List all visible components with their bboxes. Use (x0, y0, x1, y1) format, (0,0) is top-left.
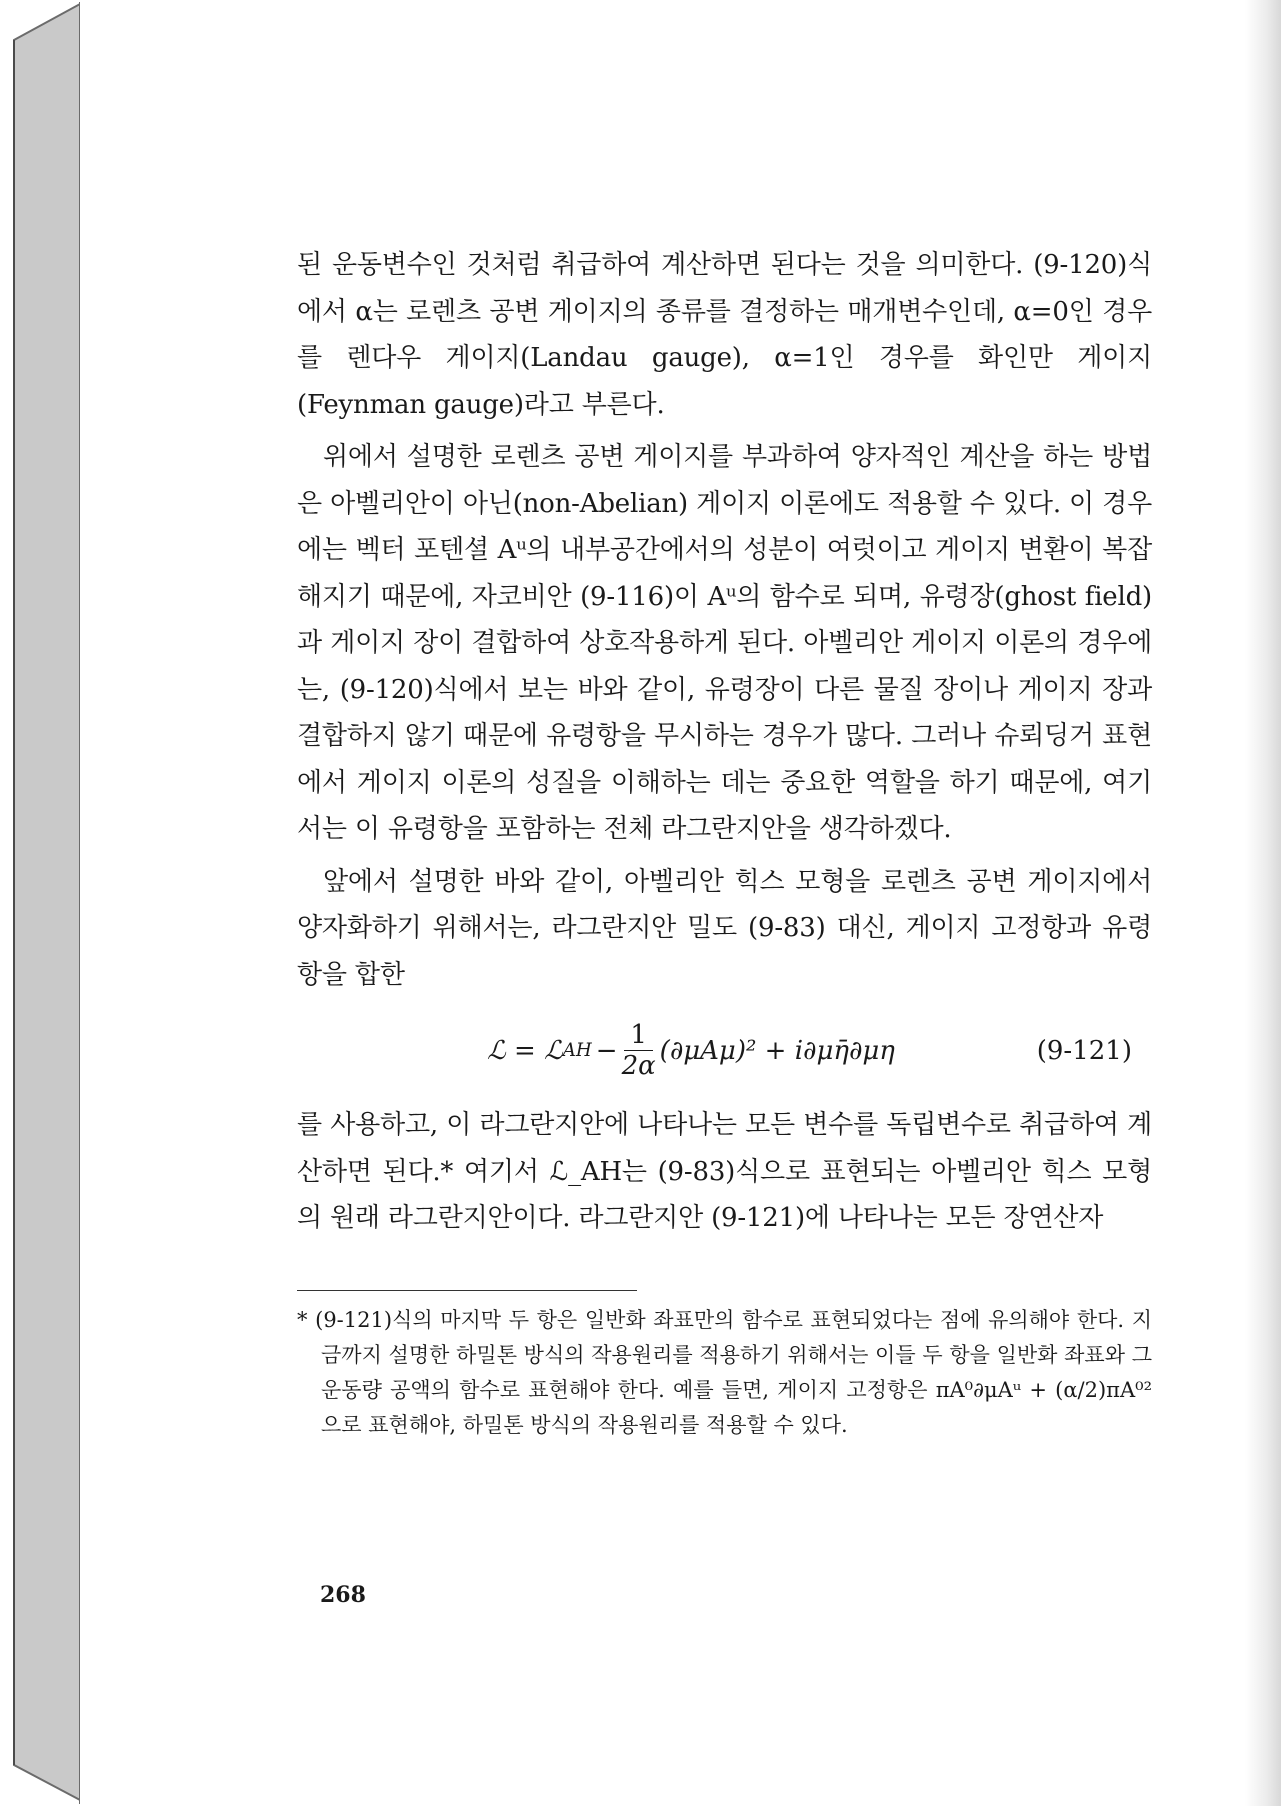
fraction-numerator: 1 (624, 1020, 653, 1051)
equation-9-121 (297, 1006, 1152, 1092)
equation-number: (9-121) (1036, 1036, 1132, 1066)
equation-lhs: ℒ = ℒ (487, 1035, 563, 1066)
footnote-divider (297, 1290, 637, 1291)
paragraph-4: 를 사용하고, 이 라그란지안에 나타나는 모든 변수를 독립변수로 취급하여 계산하면 된다.* 여기서 ℒ_AH는 (9-83)식으로 표현되는 아벨리안 힉스 모형의 원래 라그란지안이다. 라그란지안 (9-121)에 나타나는 모든 장연산자 (297, 1110, 1152, 1233)
page-number: 268 (320, 1582, 366, 1608)
equation-fraction (622, 1020, 656, 1081)
fraction-denominator: 2α (621, 1051, 656, 1081)
paragraph-3: 앞에서 설명한 바와 같이, 아벨리안 힉스 모형을 로렌츠 공변 게이지에서 양자화하기 위해서는, 라그란지안 밀도 (9-83) 대신, 게이지 고정항과 유령항을 합한 (297, 866, 1152, 990)
paragraph-2: 위에서 설명한 로렌츠 공변 게이지를 부과하여 양자적인 계산을 하는 방법은 아벨리안이 아닌(non-Abelian) 게이지 이론에도 적용할 수 있다. 이 경우에는 벡터 포텐셜 Aᵘ의 내부공간에서의 성분이 여럿이고 게이지 변환이 복잡해지기 때문에, 자코비안 (9-116)이 Aᵘ의 함수로 되며, 유령장(ghost field)과 게이지 장이 결합하여 상호작용하게 된다. 아벨리안 게이지 이론의 경우에는, (9-120)식에서 보는 바와 같이, 유령장이 다른 물질 장이나 게이지 장과 결합하지 않기 때문에 유령항을 무시하는 경우가 많다. 그러나 슈뢰딩거 표현에서 게이지 이론의 성질을 이해하는 데는 중요한 역할을 하기 때문에, 여기서는 이 유령항을 포함하는 전체 라그란지안을 생각하겠다. (297, 442, 1152, 844)
equation-body (487, 1020, 895, 1081)
paragraph-1: 된 운동변수인 것처럼 취급하여 계산하면 된다는 것을 의미한다. (9-120)식에서 α는 로렌츠 공변 게이지의 종류를 결정하는 매개변수인데, α=0인 경우를 렌다우 게이지(Landau gauge), α=1인 경우를 화인만 게이지(Feynman gauge)라고 부른다. (297, 250, 1152, 420)
page-edge-shadow (1245, 0, 1281, 1806)
equation-minus: − (595, 1035, 618, 1066)
page-content (297, 242, 1152, 1443)
equation-rest: (∂μAμ)² + i∂μη̄∂μη (659, 1035, 895, 1066)
equation-lhs-sub: AH (562, 1040, 592, 1061)
footnote: * (9-121)식의 마지막 두 항은 일반화 좌표만의 함수로 표현되었다는 점에 유의해야 한다. 지금까지 설명한 하밀톤 방식의 작용원리를 적용하기 위해서는 이들 두 항을 일반화 좌표와 그 운동량 공액의 함수로 표현해야 한다. 예를 들면, 게이지 고정항은 πA⁰∂μAᵘ + (α/2)πA⁰²으로 표현해야, 하밀톤 방식의 작용원리를 적용할 수 있다. (297, 1307, 1152, 1437)
